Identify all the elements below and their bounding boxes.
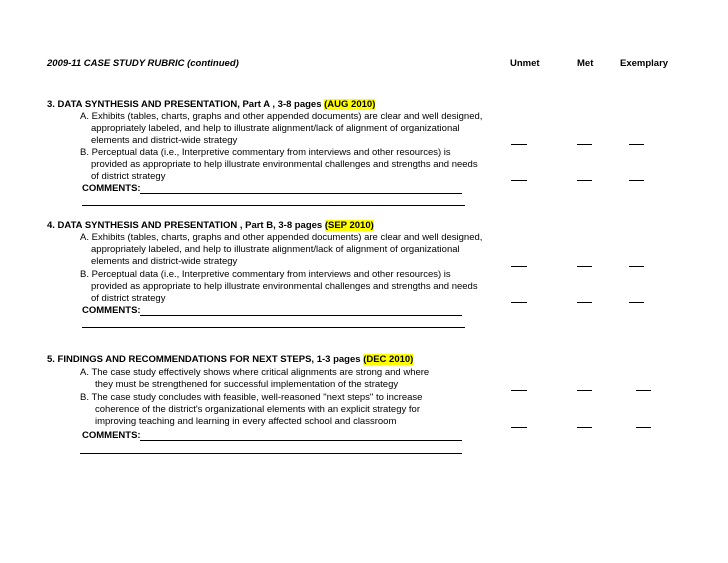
item-line: improving teaching and learning in every affected school and classroom bbox=[95, 416, 397, 427]
section-3-b-met-blank[interactable] bbox=[577, 180, 592, 181]
section-4-heading-text: 4. DATA SYNTHESIS AND PRESENTATION , Part B, 3-8 pages bbox=[47, 220, 323, 231]
item-line: provided as appropriate to help illustrate environmental challenges and strengths and needs bbox=[91, 159, 478, 170]
column-header-met: Met bbox=[577, 58, 594, 69]
section-3-heading bbox=[47, 99, 375, 110]
section-3-a-unmet-blank[interactable] bbox=[511, 144, 527, 145]
item-line: A. The case study effectively shows where critical alignments are strong and where bbox=[80, 367, 430, 378]
item-line: elements and district-wide strategy bbox=[91, 135, 238, 146]
section-3-b-unmet-blank[interactable] bbox=[511, 180, 527, 181]
section-5-a-unmet-blank[interactable] bbox=[511, 390, 527, 391]
section-4-comments-line-2[interactable] bbox=[82, 327, 465, 328]
section-5-b-unmet-blank[interactable] bbox=[511, 427, 527, 428]
section-3-comments-line-1[interactable] bbox=[140, 193, 462, 194]
section-3-comments-label: COMMENTS: bbox=[82, 183, 141, 194]
column-header-exemplary: Exemplary bbox=[620, 58, 669, 69]
section-4-comments-line-1[interactable] bbox=[140, 315, 462, 316]
item-line: they must be strengthened for successful implementation of the strategy bbox=[95, 379, 399, 390]
section-3-a-exemplary-blank[interactable] bbox=[629, 144, 644, 145]
item-line: B. Perceptual data (i.e., Interpretive commentary from interviews and other resources) is bbox=[80, 147, 451, 158]
item-line: A. Exhibits (tables, charts, graphs and other appended documents) are clear and well designed, bbox=[80, 232, 483, 243]
section-3-b-exemplary-blank[interactable] bbox=[629, 180, 644, 181]
section-4-a-unmet-blank[interactable] bbox=[511, 266, 527, 267]
section-5-due-date: (DEC 2010) bbox=[363, 354, 414, 365]
item-line: A. Exhibits (tables, charts, graphs and other appended documents) are clear and well designed, bbox=[80, 111, 483, 122]
section-5-heading-text: 5. FINDINGS AND RECOMMENDATIONS FOR NEXT STEPS, 1-3 pages bbox=[47, 354, 361, 365]
section-5-item-b bbox=[80, 392, 422, 428]
section-5-item-a bbox=[80, 367, 429, 391]
item-line: of district strategy bbox=[91, 293, 166, 304]
section-3-a-met-blank[interactable] bbox=[577, 144, 592, 145]
section-5-comments-label: COMMENTS: bbox=[82, 430, 141, 441]
section-4-b-met-blank[interactable] bbox=[577, 302, 592, 303]
section-3-heading-text: 3. DATA SYNTHESIS AND PRESENTATION, Part A , 3-8 pages bbox=[47, 99, 322, 110]
item-line: coherence of the district's organizational elements with an explicit strategy for bbox=[95, 404, 420, 415]
item-line: appropriately labeled, and help to illustrate alignment/lack of alignment of organizational bbox=[91, 244, 460, 255]
section-5-comments-line-1[interactable] bbox=[140, 440, 462, 441]
item-line: of district strategy bbox=[91, 171, 166, 182]
section-3-item-a bbox=[80, 111, 482, 147]
section-5-heading bbox=[47, 354, 413, 365]
column-header-unmet: Unmet bbox=[510, 58, 540, 69]
section-5-b-exemplary-blank[interactable] bbox=[636, 427, 651, 428]
section-5-b-met-blank[interactable] bbox=[577, 427, 592, 428]
section-5-comments-line-2[interactable] bbox=[80, 453, 462, 454]
item-line: elements and district-wide strategy bbox=[91, 256, 238, 267]
section-4-item-b bbox=[80, 269, 478, 305]
section-3-item-b bbox=[80, 147, 478, 183]
section-4-b-unmet-blank[interactable] bbox=[511, 302, 527, 303]
section-4-b-exemplary-blank[interactable] bbox=[629, 302, 644, 303]
section-5-a-exemplary-blank[interactable] bbox=[636, 390, 651, 391]
item-line: B. The case study concludes with feasible, well-reasoned "next steps" to increase bbox=[80, 392, 423, 403]
section-4-item-a bbox=[80, 232, 482, 268]
section-4-a-met-blank[interactable] bbox=[577, 266, 592, 267]
section-4-a-exemplary-blank[interactable] bbox=[629, 266, 644, 267]
section-4-heading bbox=[47, 220, 374, 231]
item-line: B. Perceptual data (i.e., Interpretive commentary from interviews and other resources) is bbox=[80, 269, 451, 280]
item-line: provided as appropriate to help illustrate environmental challenges and strengths and needs bbox=[91, 281, 478, 292]
section-4-comments-label: COMMENTS: bbox=[82, 305, 141, 316]
section-3-due-date: (AUG 2010) bbox=[324, 99, 376, 110]
section-4-due-date: (SEP 2010) bbox=[324, 220, 374, 231]
item-line: appropriately labeled, and help to illustrate alignment/lack of alignment of organizational bbox=[91, 123, 460, 134]
rubric-title: 2009-11 CASE STUDY RUBRIC (continued) bbox=[47, 58, 239, 69]
section-3-comments-line-2[interactable] bbox=[82, 205, 465, 206]
section-5-a-met-blank[interactable] bbox=[577, 390, 592, 391]
